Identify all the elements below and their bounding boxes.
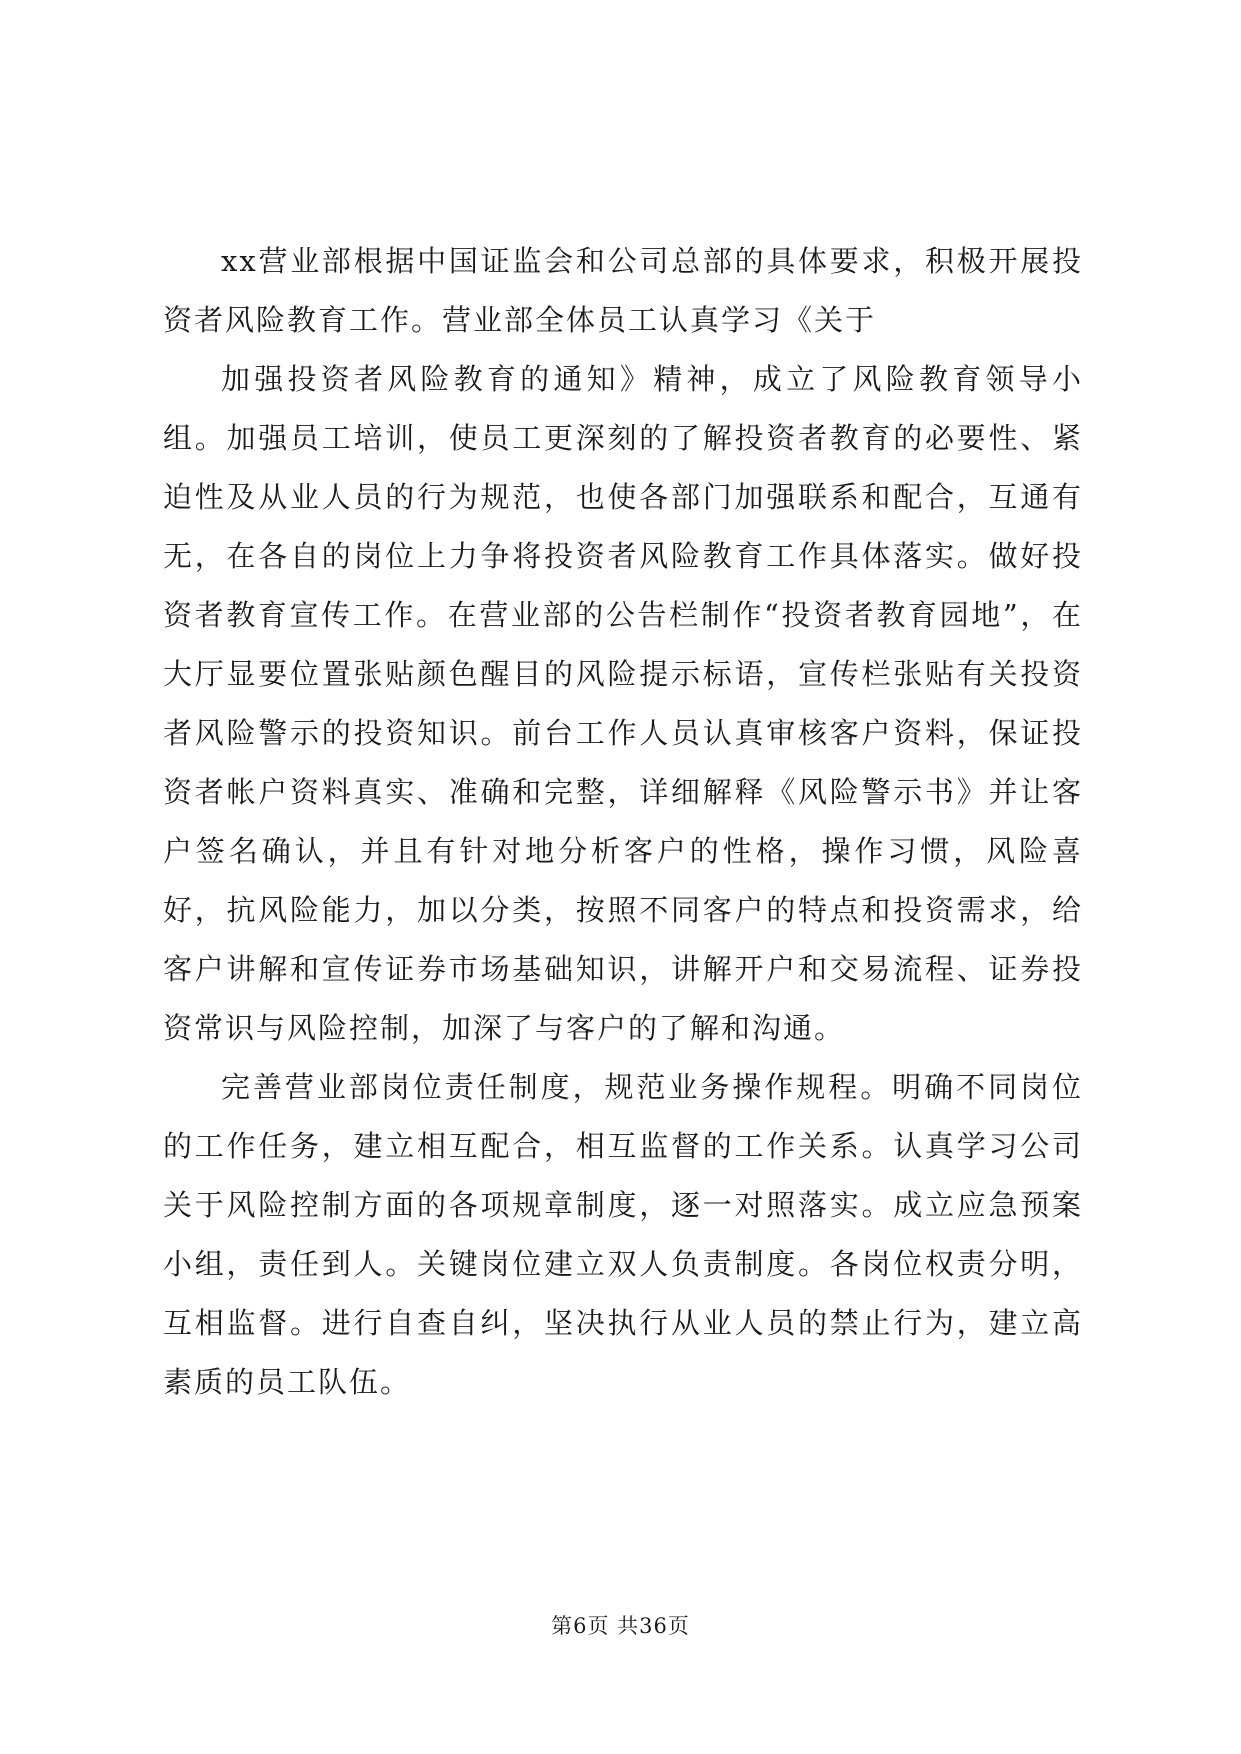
document-body bbox=[163, 232, 1083, 1412]
paragraph-2: 加强投资者风险教育的通知》精神，成立了风险教育领导小组。加强员工培训，使员工更深刻的了解投资者教育的必要性、紧迫性及从业人员的行为规范，也使各部门加强联系和配合，互通有无，在各自的岗位上力争将投资者风险教育工作具体落实。做好投资者教育宣传工作。在营业部的公告栏制作“投资者教育园地”，在大厅显要位置张贴颜色醒目的风险提示标语，宣传栏张贴有关投资者风险警示的投资知识。前台工作人员认真审核客户资料，保证投资者帐户资料真实、准确和完整，详细解释《风险警示书》并让客户签名确认，并且有针对地分析客户的性格，操作习惯，风险喜好，抗风险能力，加以分类，按照不同客户的特点和投资需求，给客户讲解和宣传证券市场基础知识，讲解开户和交易流程、证券投资常识与风险控制，加深了与客户的了解和沟通。 bbox=[163, 362, 1083, 1045]
page-footer: 第6页 共36页 bbox=[551, 1614, 690, 1638]
paragraph-3: 完善营业部岗位责任制度，规范业务操作规程。明确不同岗位的工作任务，建立相互配合，相互监督的工作关系。认真学习公司关于风险控制方面的各项规章制度，逐一对照落实。成立应急预案小组，责任到人。关键岗位建立双人负责制度。各岗位权责分明，互相监督。进行自查自纠，坚决执行从业人员的禁止行为，建立高素质的员工队伍。 bbox=[163, 1070, 1083, 1399]
paragraph-1: xx营业部根据中国证监会和公司总部的具体要求，积极开展投资者风险教育工作。营业部全体员工认真学习《关于 bbox=[163, 244, 1083, 337]
